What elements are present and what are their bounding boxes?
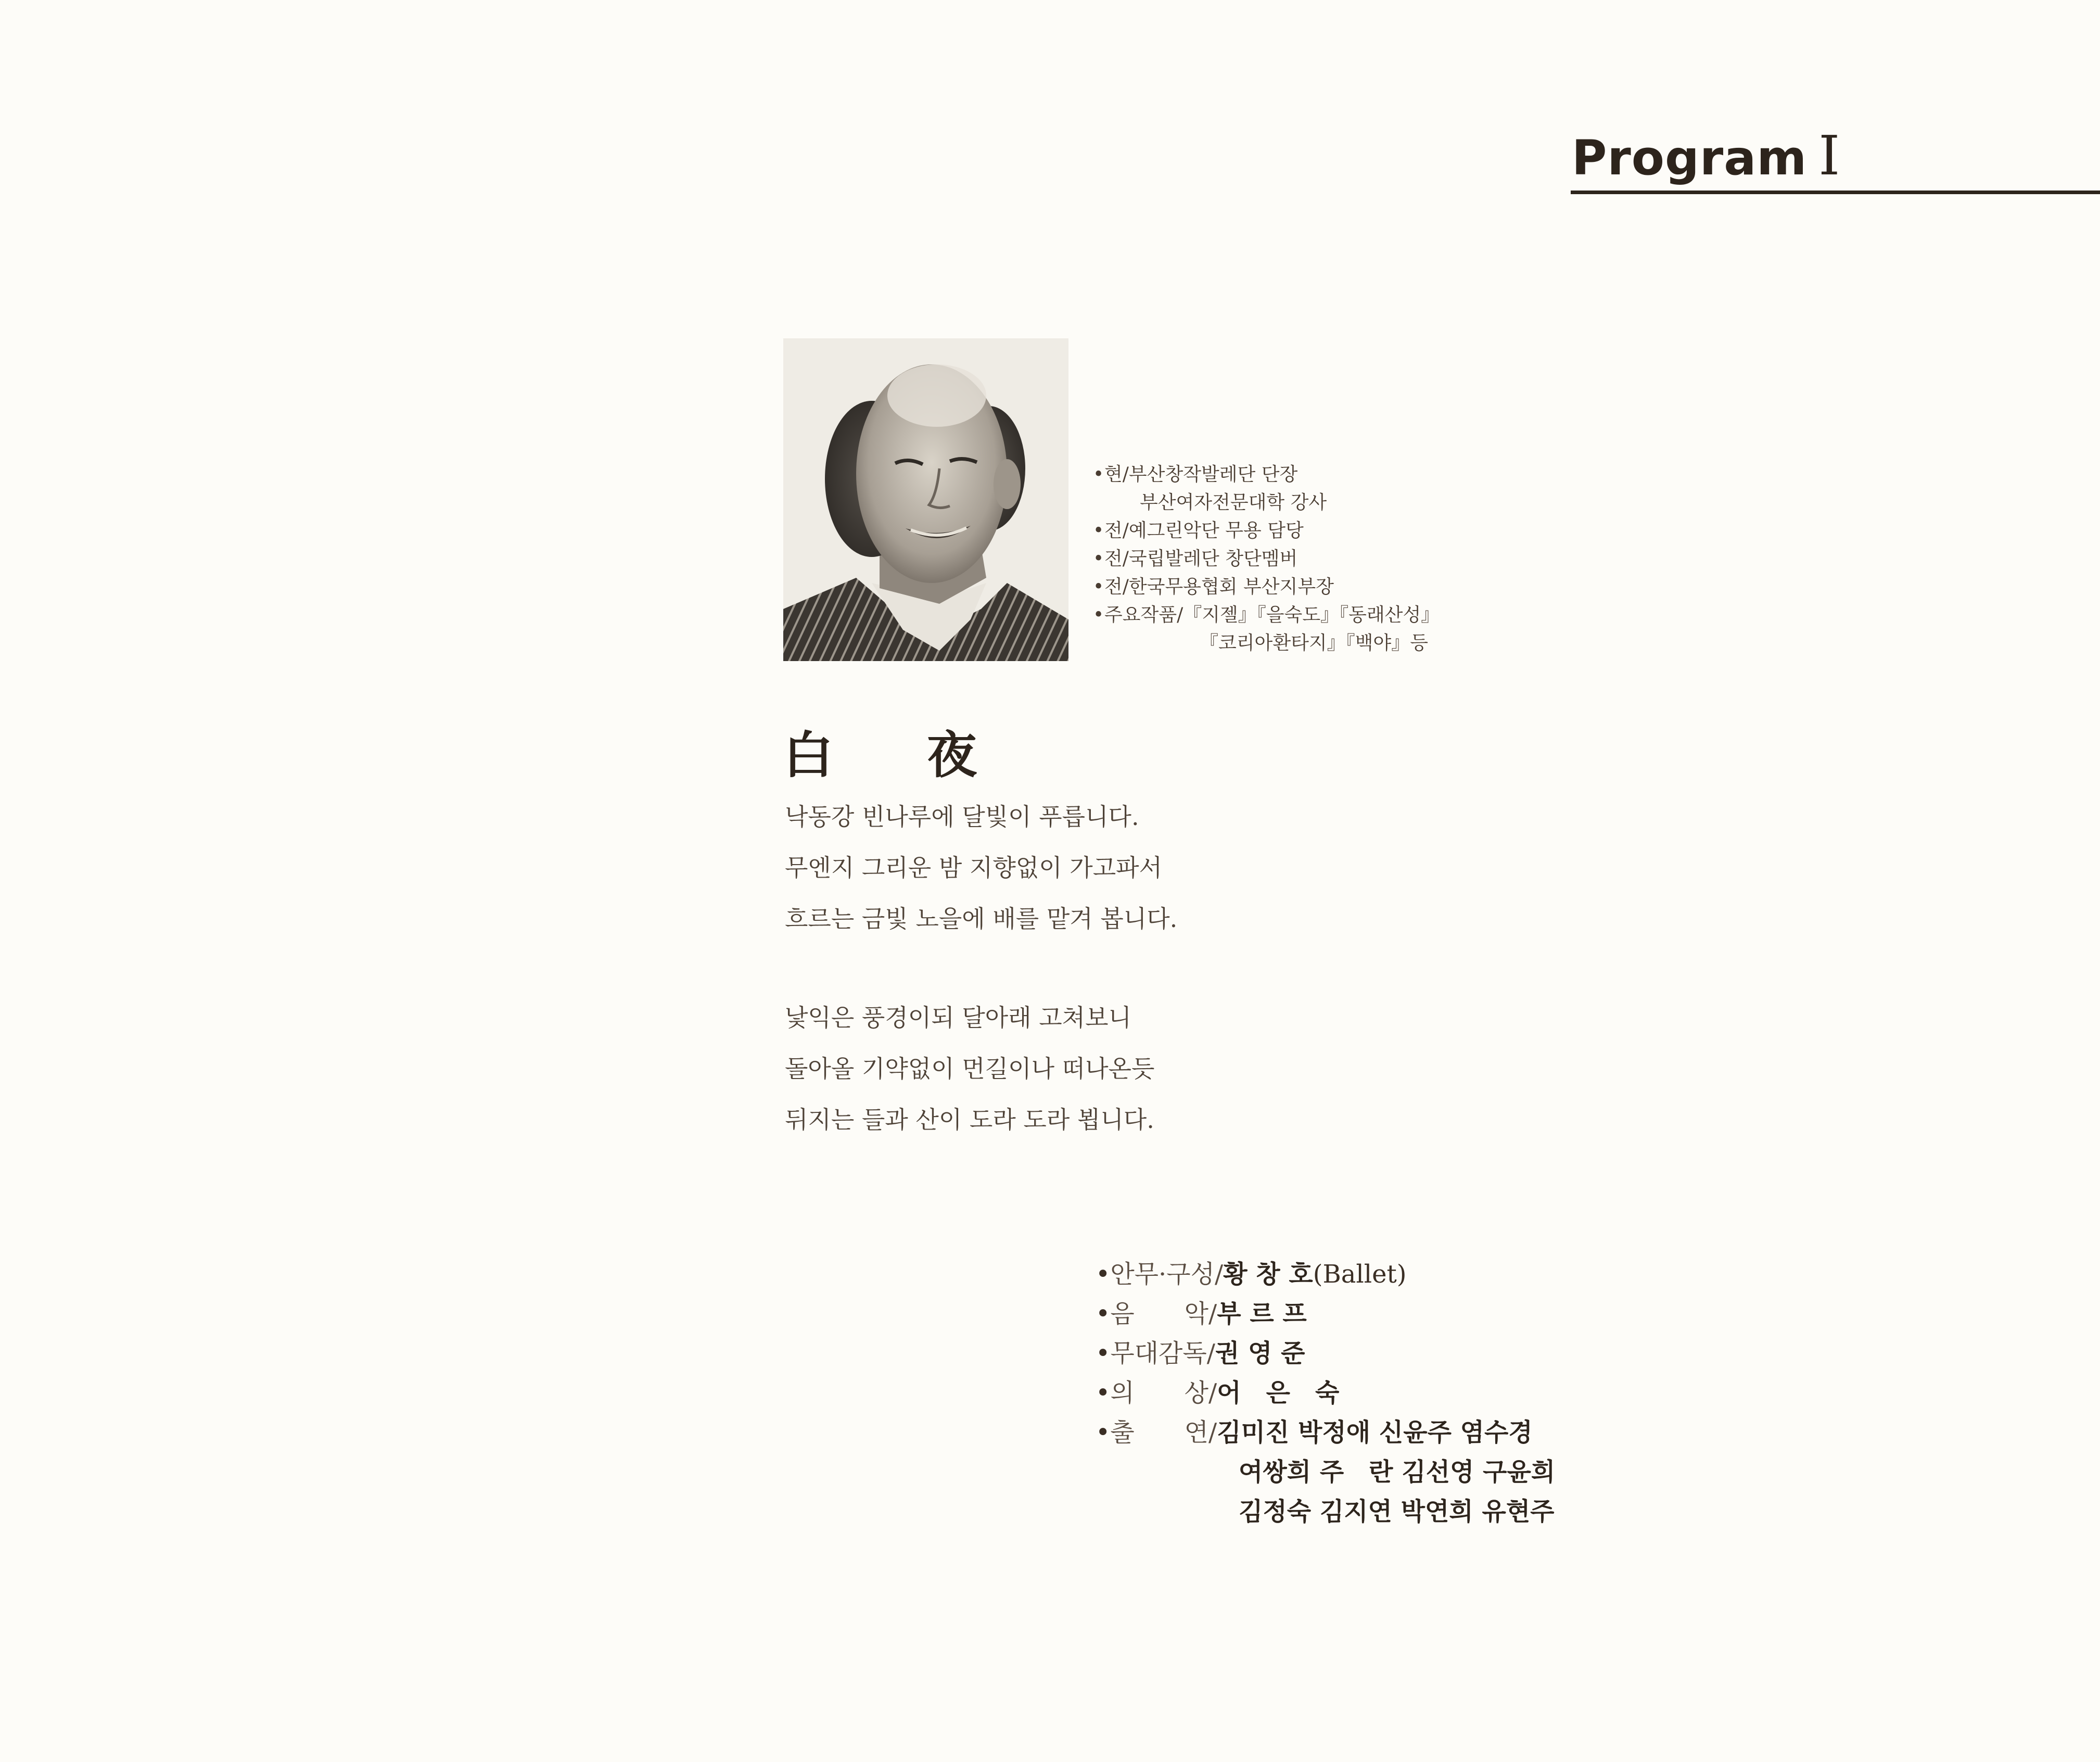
work-title-char: 白: [783, 726, 833, 784]
bullet-icon: •: [1096, 1339, 1111, 1368]
bullet-icon: •: [1093, 604, 1104, 626]
credit-value: 어 은 숙: [1217, 1378, 1340, 1408]
program-heading-text: Program: [1572, 130, 1808, 186]
credit-label: 안무·구성/: [1110, 1260, 1224, 1289]
bullet-icon: •: [1096, 1299, 1111, 1328]
bio-item: [1093, 461, 1440, 489]
bio-item-continuation: [1093, 629, 1440, 657]
bio-item: [1093, 517, 1440, 545]
credit-row-music: [1096, 1294, 1555, 1334]
cast-continuation: 김정숙 김지연 박연희 유현주: [1239, 1497, 1555, 1526]
credit-row-costume: [1096, 1373, 1555, 1413]
credit-row-cast: [1096, 1413, 1555, 1452]
bio-item-text: 주요작품/『지젤』『을숙도』『동래산성』: [1104, 604, 1440, 626]
bio-item-text: 『코리아환타지』『백야』등: [1200, 632, 1428, 654]
bio-item: [1093, 545, 1440, 573]
bullet-icon: •: [1096, 1418, 1111, 1447]
bullet-icon: •: [1093, 520, 1104, 541]
credit-value: 권 영 준: [1215, 1339, 1305, 1368]
credit-label: 무대감독/: [1110, 1339, 1215, 1368]
poem-line: 무엔지 그리운 밤 지향없이 가고파서: [785, 854, 1163, 882]
bullet-icon: •: [1093, 576, 1104, 598]
credit-label: 의 상/: [1110, 1378, 1217, 1408]
poem-line: 낙동강 빈나루에 달빛이 푸릅니다.: [785, 803, 1139, 831]
poem: [785, 791, 1177, 1145]
poem-line: 뒤지는 들과 산이 도라 도라 뵙니다.: [785, 1106, 1154, 1134]
bio-item: [1093, 573, 1440, 601]
credit-label: 음 악/: [1110, 1299, 1217, 1328]
work-title: [783, 716, 977, 787]
bio-item-continuation: [1093, 489, 1440, 517]
credit-row-stage-director: [1096, 1334, 1555, 1373]
portrait-illustration: [783, 338, 1068, 661]
header-rule: [1571, 191, 2100, 194]
choreographer-portrait: [783, 338, 1068, 661]
credit-value: 황 창 호: [1223, 1260, 1313, 1289]
bullet-icon: •: [1096, 1378, 1111, 1408]
credit-value: 부 르 프: [1217, 1299, 1307, 1328]
bullet-icon: •: [1096, 1260, 1111, 1289]
bio-item-text: 전/국립발레단 창단멤버: [1104, 548, 1298, 569]
bio-item-text: 전/한국무용협회 부산지부장: [1104, 576, 1334, 598]
credit-row-choreography: [1096, 1254, 1555, 1294]
credit-label: 출 연/: [1110, 1418, 1217, 1447]
program-heading: [1572, 124, 1840, 187]
bio-item-text: 전/예그린악단 무용 담당: [1104, 520, 1304, 541]
work-title-char: 夜: [927, 726, 977, 784]
cast-continuation: 여쌍희 주 란 김선영 구윤희: [1239, 1457, 1556, 1487]
stanza-break: [785, 944, 1177, 992]
bio-item-text: 부산여자전문대학 강사: [1140, 492, 1327, 513]
program-numeral: I: [1818, 124, 1841, 187]
poem-line: 흐르는 금빛 노을에 배를 맡겨 봅니다.: [785, 905, 1178, 933]
bio-item-text: 현/부산창작발레단 단장: [1104, 464, 1298, 485]
credit-value: 김미진 박정애 신윤주 염수경: [1217, 1418, 1533, 1447]
credits-list: [1096, 1254, 1555, 1531]
poem-line: 돌아올 기약없이 먼길이나 떠나온듯: [785, 1055, 1155, 1083]
bullet-icon: •: [1093, 548, 1104, 569]
poem-line: 낯익은 풍경이되 달아래 고쳐보니: [785, 1004, 1131, 1032]
biography-list: [1093, 461, 1440, 657]
bullet-icon: •: [1093, 464, 1104, 485]
bio-item: [1093, 601, 1440, 629]
credit-extra: (Ballet): [1313, 1260, 1407, 1289]
